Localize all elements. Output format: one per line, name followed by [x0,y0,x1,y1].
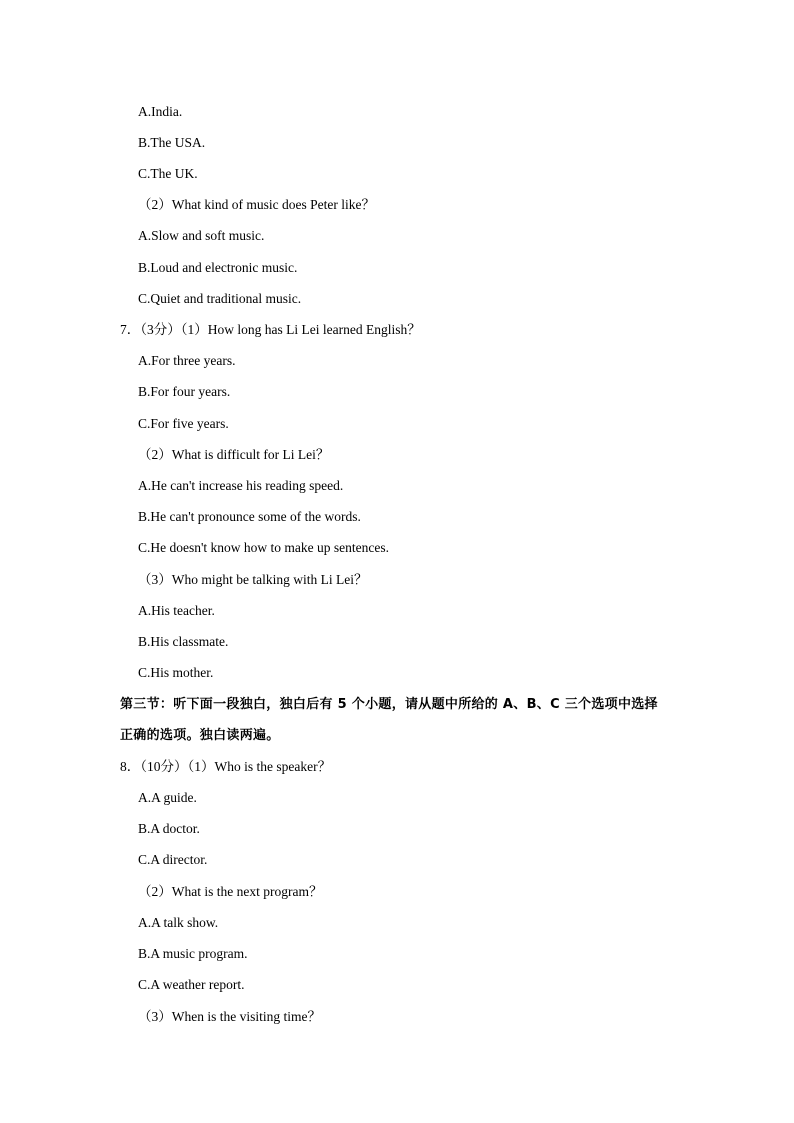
q7-1-option-c: C.For five years. [138,416,229,431]
q6-option-a: A.India. [138,104,183,119]
q8-header: 8．（10分）（1）Who is the speaker？ [120,759,332,774]
section3-instruction-line1: 第三节：听下面一段独白，独白后有 5 个小题，请从题中所给的 A、B、C 三个选项中选择 [120,697,658,712]
q8-2-option-a: A.A talk show. [138,915,219,930]
q6-option-b: B.The USA. [138,135,206,150]
q7-3-option-c: C.His mother. [138,665,214,680]
q6-2-option-c: C.Quiet and traditional music. [138,291,302,306]
q7-1-option-a: A.For three years. [138,353,236,368]
q7-3-option-b: B.His classmate. [138,634,229,649]
q7-3-option-a: A.His teacher. [138,603,215,618]
q6-2-option-b: B.Loud and electronic music. [138,260,298,275]
q8-1-option-a: A.A guide. [138,790,197,805]
q6-2-option-a: A.Slow and soft music. [138,228,265,243]
q7-header: 7．（3分）（1）How long has Li Lei learned English？ [120,322,421,337]
q7-1-option-b: B.For four years. [138,384,231,399]
q8-2-option-c: C.A weather report. [138,977,245,992]
q8-1-option-c: C.A director. [138,852,208,867]
q7-2-option-a: A.He can't increase his reading speed. [138,478,344,493]
section3-instruction-line2: 正确的选项。独白读两遍。 [120,728,280,743]
q7-subquestion-3: （3）Who might be talking with Li Lei？ [138,572,368,587]
q8-2-option-b: B.A music program. [138,946,248,961]
q8-subquestion-3: （3）When is the visiting time？ [138,1009,321,1024]
q8-subquestion-2: （2）What is the next program？ [138,884,323,899]
q6-option-c: C.The UK. [138,166,198,181]
q8-1-option-b: B.A doctor. [138,821,200,836]
q6-subquestion-2: （2）What kind of music does Peter like？ [138,197,375,212]
q7-subquestion-2: （2）What is difficult for Li Lei？ [138,447,330,462]
q7-2-option-c: C.He doesn't know how to make up sentences. [138,540,390,555]
q7-2-option-b: B.He can't pronounce some of the words. [138,509,361,524]
